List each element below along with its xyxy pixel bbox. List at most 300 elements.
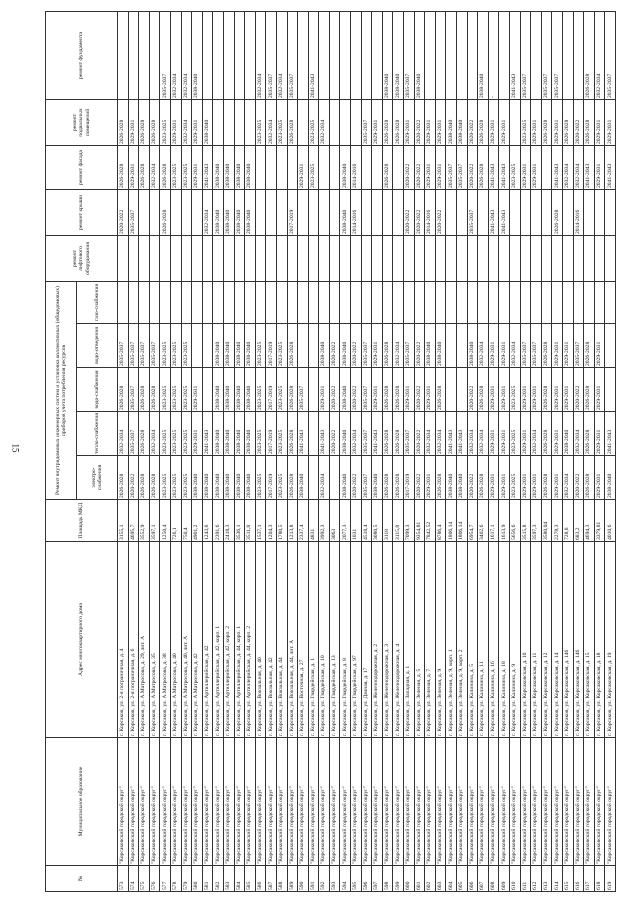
roof-repair-cell: 2020-2022: [404, 190, 415, 236]
table-row: [213, 12, 224, 892]
elevator-repair-cell: [478, 236, 489, 282]
foundation-repair-cell: [245, 12, 256, 100]
row-number-cell: 593: [329, 866, 340, 892]
municipality-cell: "Корсаковский городской округ": [478, 738, 489, 866]
foundation-repair-cell: [573, 12, 584, 100]
elevator-repair-cell: [562, 236, 573, 282]
basement-repair-cell: 2026-2028: [562, 100, 573, 146]
roof-repair-cell: [139, 190, 150, 236]
row-number-cell: 575: [139, 866, 150, 892]
heat-supply-cell: 2023-2025: [255, 412, 266, 456]
water-supply-cell: 2026-2028: [139, 368, 150, 412]
electricity-cell: 2026-2028: [541, 456, 552, 500]
table-row: [245, 12, 256, 892]
basement-repair-cell: 2023-2025: [160, 100, 171, 146]
roof-repair-cell: [594, 190, 605, 236]
water-supply-cell: 2029-2031: [552, 368, 563, 412]
gas-supply-cell: [372, 282, 383, 324]
electricity-cell: [329, 456, 340, 500]
foundation-repair-cell: 2032-2034: [255, 12, 266, 100]
facade-repair-cell: 2029-2031: [435, 146, 446, 190]
address-cell: г. Корсаков, ул. Дачная, д. 17: [361, 542, 372, 738]
gas-supply-cell: [573, 282, 584, 324]
basement-repair-cell: 2029-2031: [499, 100, 510, 146]
heat-supply-cell: 2032-2034: [149, 412, 160, 456]
area-cell: 3080,5: [372, 500, 383, 542]
elevator-repair-cell: [308, 236, 319, 282]
facade-repair-cell: 2032-2034: [562, 146, 573, 190]
water-supply-cell: [202, 368, 213, 412]
water-supply-cell: 2035-2037: [298, 368, 309, 412]
electricity-cell: 2038-2040: [340, 456, 351, 500]
area-cell: 750,4: [181, 500, 192, 542]
gas-supply-cell: [414, 282, 425, 324]
address-cell: г. Корсаков, ул. Корсаковская, д. 14: [552, 542, 563, 738]
basement-repair-cell: [213, 100, 224, 146]
heat-supply-cell: 2032-2034: [351, 412, 362, 456]
area-cell: 4518,4: [361, 500, 372, 542]
area-cell: 2278,3: [552, 500, 563, 542]
area-cell: 3515,8: [520, 500, 531, 542]
basement-repair-cell: 2026-2028: [393, 100, 404, 146]
row-number-cell: 579: [181, 866, 192, 892]
water-supply-cell: 2029-2031: [499, 368, 510, 412]
roof-repair-cell: 2017-2019: [287, 190, 298, 236]
heat-supply-cell: 2041-2043: [202, 412, 213, 456]
water-disposal-cell: 2026-2028: [584, 324, 595, 368]
gas-supply-cell: [192, 282, 203, 324]
gas-supply-cell: [255, 282, 266, 324]
gas-supply-cell: [457, 282, 468, 324]
heat-supply-cell: 2032-2034: [531, 412, 542, 456]
facade-repair-cell: 2029-2031: [128, 146, 139, 190]
address-cell: г. Корсаков, ул. А.Матросова, д. 42: [192, 542, 203, 738]
elevator-repair-cell: [605, 236, 616, 282]
address-cell: г. Корсаков, ул. Железнодорожная, д. 2: [372, 542, 383, 738]
foundation-repair-cell: [562, 12, 573, 100]
area-cell: 6954,7: [467, 500, 478, 542]
basement-repair-cell: 2023-2025: [276, 100, 287, 146]
table-row: [509, 12, 520, 892]
foundation-repair-cell: 2035-2037: [605, 12, 616, 100]
row-number-cell: 578: [170, 866, 181, 892]
water-disposal-cell: 2038-2040: [435, 324, 446, 368]
table-row: [446, 12, 457, 892]
electricity-cell: 2026-2028: [139, 456, 150, 500]
foundation-repair-cell: [139, 12, 150, 100]
area-cell: 1780,5: [276, 500, 287, 542]
basement-repair-cell: 2029-2031: [594, 100, 605, 146]
municipality-cell: "Корсаковский городской округ": [245, 738, 256, 866]
roof-repair-cell: 2038-2040: [213, 190, 224, 236]
municipality-cell: "Корсаковский городской округ": [520, 738, 531, 866]
municipality-cell: "Корсаковский городской округ": [457, 738, 468, 866]
foundation-repair-cell: [329, 12, 340, 100]
roof-repair-cell: 2038-2040: [234, 190, 245, 236]
roof-repair-cell: [541, 190, 552, 236]
roof-repair-cell: [457, 190, 468, 236]
foundation-repair-cell: 2035-2037: [287, 12, 298, 100]
table-row: [118, 12, 129, 892]
table-row: [414, 12, 425, 892]
gas-supply-cell: [287, 282, 298, 324]
address-cell: г. Корсаков, ул. Корсаковская, д. 11: [531, 542, 542, 738]
water-disposal-cell: 2020-2022: [351, 324, 362, 368]
water-supply-cell: 2023-2025: [181, 368, 192, 412]
elevator-repair-cell: [266, 236, 277, 282]
foundation-repair-cell: 2032-2034: [594, 12, 605, 100]
basement-repair-cell: 2038-2040: [446, 100, 457, 146]
water-disposal-cell: 2029-2031: [372, 324, 383, 368]
table-body: [118, 12, 616, 892]
basement-repair-cell: 2026-2028: [584, 100, 595, 146]
table-row: [531, 12, 542, 892]
roof-repair-cell: 2041-2043: [488, 190, 499, 236]
facade-repair-cell: 2020-2022: [414, 146, 425, 190]
electricity-cell: 2038-2040: [457, 456, 468, 500]
water-supply-cell: 2026-2028: [541, 368, 552, 412]
electricity-cell: 2038-2040: [605, 456, 616, 500]
electricity-cell: 2020-2022: [128, 456, 139, 500]
basement-repair-cell: [329, 100, 340, 146]
area-cell: 5656,6: [509, 500, 520, 542]
water-supply-cell: 2029-2031: [562, 368, 573, 412]
row-number-cell: 616: [573, 866, 584, 892]
basement-repair-cell: [509, 100, 520, 146]
gas-supply-cell: [605, 282, 616, 324]
water-supply-cell: 2020-2022: [467, 368, 478, 412]
roof-repair-cell: 2026-2028: [160, 190, 171, 236]
foundation-repair-cell: [499, 12, 510, 100]
facade-repair-cell: 2041-2043: [499, 146, 510, 190]
electricity-cell: 2035-2037: [361, 456, 372, 500]
municipality-cell: "Корсаковский городской округ": [276, 738, 287, 866]
header-water-supply: водо-снабжения: [77, 368, 118, 412]
table-row: [351, 12, 362, 892]
area-cell: 1806,14: [446, 500, 457, 542]
heat-supply-cell: 2041-2043: [605, 412, 616, 456]
area-cell: 3379,81: [594, 500, 605, 542]
capital-repair-schedule-table: [45, 11, 616, 892]
facade-repair-cell: [276, 146, 287, 190]
heat-supply-cell: 2029-2031: [552, 412, 563, 456]
electricity-cell: 2020-2022: [467, 456, 478, 500]
row-number-cell: 605: [457, 866, 468, 892]
table-row: [340, 12, 351, 892]
water-disposal-cell: 2023-2025: [276, 324, 287, 368]
table-row: [223, 12, 234, 892]
water-disposal-cell: [605, 324, 616, 368]
basement-repair-cell: 2029-2031: [425, 100, 436, 146]
header-water-disposal: водо-отведения: [77, 324, 118, 368]
foundation-repair-cell: [531, 12, 542, 100]
address-cell: г. Корсаков, ул. Корсаковская, д. 10: [520, 542, 531, 738]
water-supply-cell: 2023-2025: [160, 368, 171, 412]
gas-supply-cell: [245, 282, 256, 324]
table-row: [361, 12, 372, 892]
table-row: [499, 12, 510, 892]
table-row: [541, 12, 552, 892]
water-supply-cell: 2020-2022: [329, 368, 340, 412]
electricity-cell: 2038-2040: [213, 456, 224, 500]
water-supply-cell: 2029-2031: [192, 368, 203, 412]
area-cell: 2418,3: [223, 500, 234, 542]
area-cell: 2391,6: [213, 500, 224, 542]
address-cell: г. Корсаков, ул. Вокзальная, д. 42: [266, 542, 277, 738]
table-row: [170, 12, 181, 892]
table-row: [128, 12, 139, 892]
gas-supply-cell: [319, 282, 330, 324]
electricity-cell: 2026-2028: [149, 456, 160, 500]
facade-repair-cell: 2020-2022: [467, 146, 478, 190]
row-number-cell: 600: [404, 866, 415, 892]
water-disposal-cell: 2038-2040: [223, 324, 234, 368]
foundation-repair-cell: 2038-2040: [382, 12, 393, 100]
address-cell: г. Корсаков, ул. А.Матросова, д. 35: [149, 542, 160, 738]
electricity-cell: 2038-2040: [446, 456, 457, 500]
water-disposal-cell: 2032-2034: [393, 324, 404, 368]
municipality-cell: "Корсаковский городской округ": [287, 738, 298, 866]
heat-supply-cell: 2029-2031: [520, 412, 531, 456]
municipality-cell: "Корсаковский городской округ": [298, 738, 309, 866]
header-foundation: ремонт фундамента: [46, 12, 118, 100]
header-electricity: электро-снабжения: [77, 456, 118, 500]
elevator-repair-cell: [414, 236, 425, 282]
water-disposal-cell: 2023-2025: [255, 324, 266, 368]
gas-supply-cell: [149, 282, 160, 324]
heat-supply-cell: 2035-2037: [404, 412, 415, 456]
roof-repair-cell: [584, 190, 595, 236]
elevator-repair-cell: [202, 236, 213, 282]
page-number: 15: [10, 443, 21, 453]
gas-supply-cell: [467, 282, 478, 324]
electricity-cell: 2038-2040: [372, 456, 383, 500]
foundation-repair-cell: 2032-2034: [276, 12, 287, 100]
basement-repair-cell: 2032-2034: [181, 100, 192, 146]
municipality-cell: "Корсаковский городской округ": [234, 738, 245, 866]
municipality-cell: "Корсаковский городской округ": [382, 738, 393, 866]
row-number-cell: 584: [234, 866, 245, 892]
header-gas: газо-снабжения: [77, 282, 118, 324]
heat-supply-cell: 2035-2037: [361, 412, 372, 456]
municipality-cell: "Корсаковский городской округ": [584, 738, 595, 866]
row-number-cell: 613: [541, 866, 552, 892]
area-cell: 3155,1: [118, 500, 129, 542]
address-cell: г. Корсаков, ул. Корсаковская, д. 18: [594, 542, 605, 738]
elevator-repair-cell: [213, 236, 224, 282]
table-row: [192, 12, 203, 892]
gas-supply-cell: [435, 282, 446, 324]
water-supply-cell: 2029-2031: [531, 368, 542, 412]
foundation-repair-cell: [361, 12, 372, 100]
table-row: [435, 12, 446, 892]
municipality-cell: "Корсаковский городской округ": [160, 738, 171, 866]
gas-supply-cell: [531, 282, 542, 324]
row-number-cell: 598: [382, 866, 393, 892]
table-row: [372, 12, 383, 892]
roof-repair-cell: [531, 190, 542, 236]
row-number-cell: 607: [478, 866, 489, 892]
area-cell: 3115,8: [393, 500, 404, 542]
address-cell: г. Корсаков, ул. Калинина, д. 9: [509, 542, 520, 738]
header-num: №: [46, 866, 118, 892]
foundation-repair-cell: 2026-2028: [584, 12, 595, 100]
heat-supply-cell: 2029-2031: [192, 412, 203, 456]
facade-repair-cell: [266, 146, 277, 190]
water-disposal-cell: 2029-2031: [562, 324, 573, 368]
address-cell: г. Корсаков, ул. Калинина, д. 18: [499, 542, 510, 738]
facade-repair-cell: 2041-2043: [552, 146, 563, 190]
row-number-cell: 580: [192, 866, 203, 892]
facade-repair-cell: 2026-2028: [118, 146, 129, 190]
address-cell: г. Корсаков, ул. Зеленая, д. 7: [425, 542, 436, 738]
facade-repair-cell: 2041-2043: [584, 146, 595, 190]
elevator-repair-cell: [245, 236, 256, 282]
electricity-cell: 2017-2019: [266, 456, 277, 500]
area-cell: 1806,14: [457, 500, 468, 542]
row-number-cell: 619: [605, 866, 616, 892]
foundation-repair-cell: [118, 12, 129, 100]
area-cell: 1617,1: [488, 500, 499, 542]
water-disposal-cell: 2035-2037: [404, 324, 415, 368]
heat-supply-cell: [308, 412, 319, 456]
electricity-cell: 2026-2028: [382, 456, 393, 500]
gas-supply-cell: [213, 282, 224, 324]
table-row: [584, 12, 595, 892]
elevator-repair-cell: [181, 236, 192, 282]
water-supply-cell: [457, 368, 468, 412]
header-address: Адрес многоквартирного дома: [46, 542, 118, 738]
heat-supply-cell: 2041-2043: [446, 412, 457, 456]
municipality-cell: "Корсаковский городской округ": [202, 738, 213, 866]
municipality-cell: "Корсаковский городской округ": [509, 738, 520, 866]
area-cell: 3118: [382, 500, 393, 542]
municipality-cell: "Корсаковский городской округ": [149, 738, 160, 866]
water-supply-cell: 2026-2028: [382, 368, 393, 412]
water-disposal-cell: 2029-2031: [552, 324, 563, 368]
table-row: [520, 12, 531, 892]
water-supply-cell: 2029-2031: [425, 368, 436, 412]
electricity-cell: 2029-2031: [520, 456, 531, 500]
row-number-cell: 592: [319, 866, 330, 892]
area-cell: 726,1: [170, 500, 181, 542]
water-supply-cell: [446, 368, 457, 412]
water-disposal-cell: [457, 324, 468, 368]
facade-repair-cell: [372, 146, 383, 190]
facade-repair-cell: 2035-2037: [446, 146, 457, 190]
gas-supply-cell: [562, 282, 573, 324]
row-number-cell: 576: [149, 866, 160, 892]
address-cell: г. Корсаков, ул. Корсаковская, д. 15: [584, 542, 595, 738]
gas-supply-cell: [382, 282, 393, 324]
area-cell: 2337,4: [298, 500, 309, 542]
foundation-repair-cell: [372, 12, 383, 100]
address-cell: г. Корсаков, ул. А.Матросова, д. 38: [160, 542, 171, 738]
roof-repair-cell: [319, 190, 330, 236]
basement-repair-cell: 2035-2037: [361, 100, 372, 146]
elevator-repair-cell: [509, 236, 520, 282]
area-cell: 3402,6: [478, 500, 489, 542]
table-row: [404, 12, 415, 892]
foundation-repair-cell: 2038-2040: [192, 12, 203, 100]
elevator-repair-cell: [329, 236, 340, 282]
water-disposal-cell: 2026-2028: [541, 324, 552, 368]
basement-repair-cell: 2023-2025: [308, 100, 319, 146]
elevator-repair-cell: [192, 236, 203, 282]
facade-repair-cell: 2029-2031: [520, 146, 531, 190]
water-supply-cell: 2020-2022: [414, 368, 425, 412]
gas-supply-cell: [393, 282, 404, 324]
heat-supply-cell: 2032-2034: [478, 412, 489, 456]
heat-supply-cell: 2041-2043: [372, 412, 383, 456]
table-row: [329, 12, 340, 892]
elevator-repair-cell: [499, 236, 510, 282]
electricity-cell: 2023-2025: [255, 456, 266, 500]
heat-supply-cell: 2035-2037: [128, 412, 139, 456]
area-cell: 1204,3: [266, 500, 277, 542]
heat-supply-cell: 2017-2019: [266, 412, 277, 456]
water-disposal-cell: 2035-2037: [139, 324, 150, 368]
roof-repair-cell: 2014-2016: [573, 190, 584, 236]
roof-repair-cell: [329, 190, 340, 236]
elevator-repair-cell: [287, 236, 298, 282]
water-disposal-cell: 2023-2025: [170, 324, 181, 368]
area-cell: 3597,3: [531, 500, 542, 542]
facade-repair-cell: 2029-2031: [594, 146, 605, 190]
heat-supply-cell: 2023-2025: [509, 412, 520, 456]
header-basement: ремонт подвальных помещений: [46, 100, 118, 146]
table-row: [266, 12, 277, 892]
basement-repair-cell: 2029-2031: [552, 100, 563, 146]
table-row: [594, 12, 605, 892]
water-supply-cell: 2026-2028: [435, 368, 446, 412]
facade-repair-cell: 2026-2028: [160, 146, 171, 190]
gas-supply-cell: [276, 282, 287, 324]
water-disposal-cell: 2038-2040: [245, 324, 256, 368]
water-disposal-cell: 2023-2025: [160, 324, 171, 368]
roof-repair-cell: [478, 190, 489, 236]
basement-repair-cell: 2029-2031: [404, 100, 415, 146]
water-supply-cell: 2035-2037: [128, 368, 139, 412]
table-row: [234, 12, 245, 892]
water-supply-cell: 2038-2040: [340, 368, 351, 412]
elevator-repair-cell: [170, 236, 181, 282]
row-number-cell: 597: [372, 866, 383, 892]
elevator-repair-cell: [594, 236, 605, 282]
row-number-cell: 611: [520, 866, 531, 892]
rotated-table-wrapper: [45, 12, 611, 892]
table-row: [308, 12, 319, 892]
facade-repair-cell: 2032-2034: [149, 146, 160, 190]
facade-repair-cell: 2038-2040: [223, 146, 234, 190]
heat-supply-cell: 2038-2040: [213, 412, 224, 456]
elevator-repair-cell: [372, 236, 383, 282]
basement-repair-cell: 2026-2028: [382, 100, 393, 146]
water-supply-cell: 2029-2031: [404, 368, 415, 412]
elevator-repair-cell: [457, 236, 468, 282]
roof-repair-cell: [382, 190, 393, 236]
water-disposal-cell: 2026-2028: [382, 324, 393, 368]
area-cell: 1243,6: [202, 500, 213, 542]
municipality-cell: "Корсаковский городской округ": [531, 738, 542, 866]
basement-repair-cell: 2029-2031: [128, 100, 139, 146]
water-supply-cell: [308, 368, 319, 412]
roof-repair-cell: 2020-2022: [435, 190, 446, 236]
row-number-cell: 614: [552, 866, 563, 892]
foundation-repair-cell: 2032-2034: [170, 12, 181, 100]
gas-supply-cell: [202, 282, 213, 324]
basement-repair-cell: 2038-2040: [202, 100, 213, 146]
